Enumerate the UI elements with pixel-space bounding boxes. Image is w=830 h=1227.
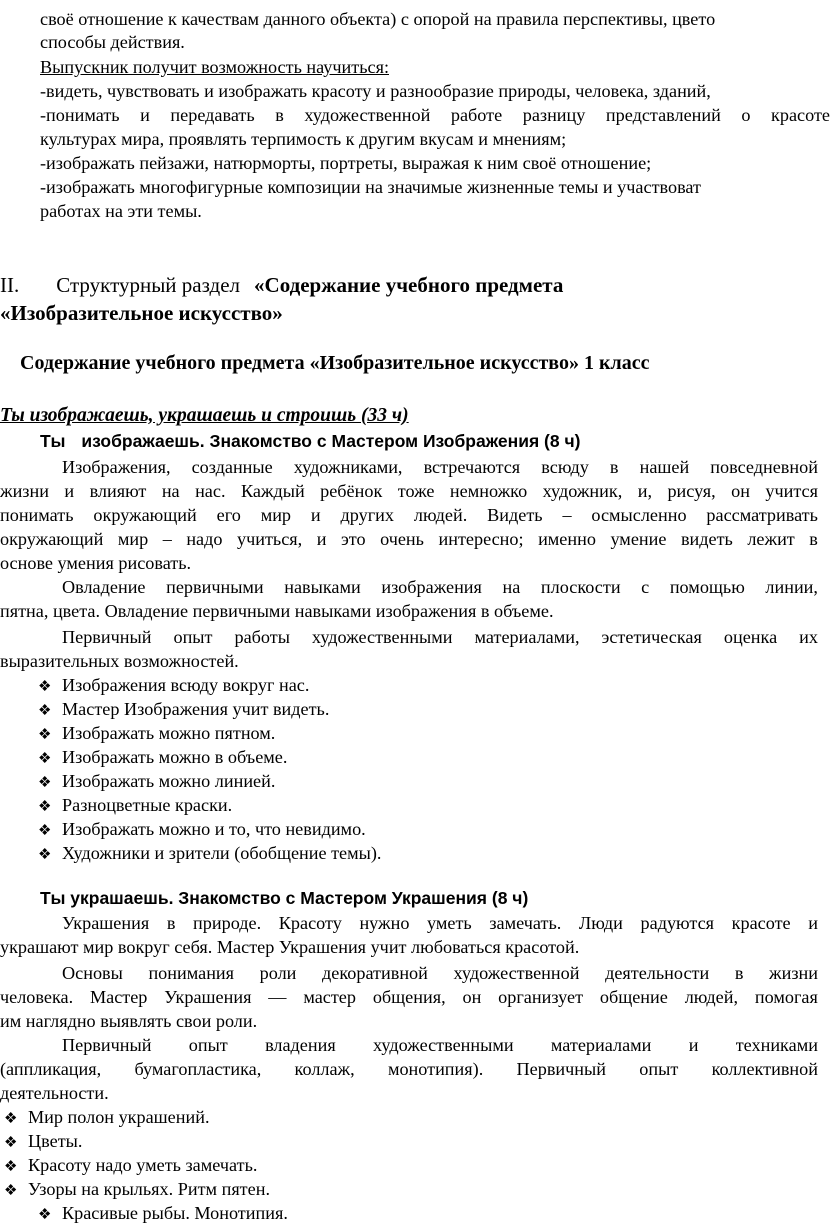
word: Украшения — [164, 987, 252, 1007]
word: бумагопластика, — [134, 1059, 262, 1079]
bullet-icon: ❖ — [4, 1111, 18, 1127]
paragraph-line: деятельности. — [0, 1083, 109, 1103]
word: жизни — [769, 963, 818, 983]
word: окружающий — [0, 529, 104, 549]
word: и — [310, 505, 321, 525]
bullet-icon: ❖ — [38, 751, 52, 767]
list-item — [38, 1202, 288, 1227]
word: и — [808, 913, 818, 933]
word: в — [734, 963, 744, 983]
word: художественной — [453, 963, 580, 983]
paragraph-line: выразительных возможностей. — [0, 651, 239, 671]
word: красоте — [731, 913, 791, 933]
bullet-icon: ❖ — [38, 679, 52, 695]
word: деятельности — [605, 963, 710, 983]
paragraph-line — [0, 1058, 818, 1081]
word: изображения — [381, 577, 482, 597]
word: и — [316, 529, 327, 549]
word: тоже — [397, 481, 435, 501]
subheading-learn: Выпускник получит возможность научиться: — [40, 57, 389, 77]
word: видеть — [680, 529, 733, 549]
word: техниками — [735, 1035, 818, 1055]
unit-title: Ты изображаешь, украшаешь и строишь (33 ч) — [0, 405, 409, 426]
list-item-text: Художники и зрители (обобщение темы). — [62, 843, 382, 863]
word: их — [799, 627, 818, 647]
word: оценка — [723, 627, 778, 647]
word: художниками, — [293, 457, 403, 477]
word: владения — [265, 1035, 336, 1055]
word: коллаж, — [294, 1059, 355, 1079]
word: первичными — [166, 577, 264, 597]
word: опыт — [188, 1035, 228, 1055]
word: окружающий — [93, 505, 197, 525]
word: всюду — [541, 457, 589, 477]
word: и — [688, 1035, 699, 1055]
word: радуются — [640, 913, 715, 933]
word: это — [340, 529, 366, 549]
list-item-text: Цветы. — [28, 1131, 83, 1151]
word: немножко — [449, 481, 528, 501]
list-item-text: Мир полон украшений. — [28, 1107, 210, 1127]
text-line: культурах мира, проявлять терпимость к другим вкусам и мнениям; — [40, 129, 567, 149]
list-item — [4, 1178, 270, 1203]
word: учится — [765, 481, 818, 501]
word: лежит — [747, 529, 795, 549]
list-item — [4, 1130, 82, 1155]
word: в — [809, 529, 818, 549]
list-item — [38, 770, 275, 795]
word: Украшения — [62, 913, 150, 933]
word: роли — [259, 963, 297, 983]
word: — — [268, 987, 287, 1007]
list-item-text: Мастер Изображения учит видеть. — [62, 699, 330, 719]
bullet-icon: ❖ — [4, 1159, 18, 1175]
word: на — [502, 577, 521, 597]
word: природе. — [193, 913, 262, 933]
word: нас. — [195, 481, 226, 501]
heading-word: Ты — [40, 431, 66, 451]
word: опыт — [173, 627, 213, 647]
word: о — [741, 105, 751, 125]
paragraph-line: украшают мир вокруг себя. Мастер Украшения учит любоваться красотой. — [0, 937, 580, 957]
list-item-text: Изображения всюду вокруг нас. — [62, 675, 310, 695]
text-line: способы действия. — [40, 32, 185, 52]
word: рассматривать — [706, 505, 818, 525]
word: помогая — [754, 987, 818, 1007]
section-number: II. — [0, 273, 20, 297]
text-line — [40, 104, 830, 127]
section-title-line2: «Изобразительное искусство» — [0, 301, 283, 325]
word: влияют — [89, 481, 147, 501]
word: художественными — [373, 1035, 514, 1055]
text-line: своё отношение к качествам данного объекта) с опорой на правила перспективы, цвето — [40, 9, 716, 29]
word: замечать. — [489, 913, 562, 933]
part1-heading — [40, 430, 580, 453]
list-item — [38, 698, 329, 723]
word: (аппликация, — [0, 1059, 102, 1079]
word: художественной — [304, 105, 431, 125]
bullet-icon: ❖ — [38, 1207, 52, 1223]
word: Видеть — [487, 505, 543, 525]
word: Мастер — [89, 987, 148, 1007]
word: людей, — [684, 987, 739, 1007]
word: помощью — [669, 577, 745, 597]
list-item-text: Красоту надо уметь замечать. — [28, 1155, 258, 1175]
list-item-text: Красивые рыбы. Монотипия. — [62, 1203, 288, 1223]
word: и, — [637, 481, 653, 501]
word: созданные — [191, 457, 273, 477]
word: его — [216, 505, 241, 525]
word: человека. — [0, 987, 74, 1007]
bullet-icon: ❖ — [4, 1183, 18, 1199]
paragraph-line — [62, 456, 818, 479]
word: нужно — [359, 913, 410, 933]
word: работы — [234, 627, 290, 647]
word: передавать — [170, 105, 255, 125]
word: общение — [599, 987, 668, 1007]
word: коллективной — [711, 1059, 818, 1079]
word: жизни — [0, 481, 49, 501]
word: он — [731, 481, 750, 501]
word: учиться, — [237, 529, 303, 549]
word: художник, — [542, 481, 623, 501]
word: ребёнок — [320, 481, 383, 501]
word: -понимать — [40, 105, 120, 125]
word: и — [140, 105, 150, 125]
word: материалами — [550, 1035, 652, 1055]
word: умение — [610, 529, 667, 549]
paragraph-line — [62, 1034, 818, 1057]
word: Первичный — [62, 1035, 152, 1055]
word: мастер — [303, 987, 356, 1007]
section-heading — [0, 274, 563, 297]
word: эстетическая — [601, 627, 702, 647]
bullet-icon: ❖ — [38, 847, 52, 863]
paragraph-line — [62, 576, 818, 599]
word: понимания — [148, 963, 235, 983]
word: осмысленно — [591, 505, 687, 525]
word: других — [340, 505, 395, 525]
word: декоративной — [322, 963, 428, 983]
word: мир — [117, 529, 149, 549]
list-item-text: Изображать можно в объеме. — [62, 747, 288, 767]
section-label: Структурный раздел — [56, 273, 241, 297]
word: монотипия). — [387, 1059, 484, 1079]
paragraph-line: пятна, цвета. Овладение первичными навыками изображения в объеме. — [0, 601, 554, 621]
bullet-icon: ❖ — [38, 703, 52, 719]
word: понимать — [0, 505, 74, 525]
word: Красоту — [278, 913, 342, 933]
word: он — [462, 987, 482, 1007]
list-item — [4, 1106, 210, 1131]
word: общения, — [372, 987, 446, 1007]
word: надо — [186, 529, 223, 549]
word: Люди — [578, 913, 623, 933]
paragraph-line: основе умения рисовать. — [0, 553, 192, 573]
word: материалами, — [474, 627, 580, 647]
word: Основы — [62, 963, 123, 983]
list-item — [38, 722, 275, 747]
word: плоскости — [540, 577, 621, 597]
text-line: работах на эти темы. — [40, 201, 202, 221]
paragraph-line — [62, 626, 818, 649]
bullet-icon: ❖ — [4, 1135, 18, 1151]
paragraph-line — [0, 504, 818, 527]
word: нашей — [639, 457, 690, 477]
paragraph-line — [62, 912, 818, 935]
word: на — [161, 481, 180, 501]
list-item — [38, 842, 381, 867]
text-line: -изображать многофигурные композиции на значимые жизненные темы и участвоват — [40, 177, 701, 197]
bullet-icon: ❖ — [38, 727, 52, 743]
subject-title: Содержание учебного предмета «Изобразительное искусство» 1 класс — [20, 352, 650, 374]
paragraph-line — [62, 962, 818, 985]
word: художественными — [311, 627, 453, 647]
word: – — [162, 529, 172, 549]
list-item — [38, 818, 366, 843]
list-item — [4, 1154, 257, 1179]
paragraph-line — [0, 986, 818, 1009]
list-item-text: Изображать можно линией. — [62, 771, 276, 791]
bullet-icon: ❖ — [38, 799, 52, 815]
bullet-icon: ❖ — [38, 775, 52, 791]
word: в — [275, 105, 284, 125]
word: в — [166, 913, 176, 933]
list-item-text: Узоры на крыльях. Ритм пятен. — [28, 1179, 270, 1199]
bullet-icon: ❖ — [38, 823, 52, 839]
word: людей. — [413, 505, 468, 525]
word: навыками — [284, 577, 361, 597]
word: мир — [260, 505, 292, 525]
heading-rest: изображаешь. Знакомство с Мастером Изображения (8 ч) — [81, 431, 581, 451]
word: интересно; — [438, 529, 524, 549]
word: с — [641, 577, 650, 597]
list-item — [38, 794, 232, 819]
word: – — [562, 505, 572, 525]
word: опыт — [639, 1059, 679, 1079]
word: работе — [450, 105, 503, 125]
list-item-text: Разноцветные краски. — [62, 795, 233, 815]
word: в — [609, 457, 619, 477]
word: Изображения, — [62, 457, 171, 477]
list-item-text: Изображать можно и то, что невидимо. — [62, 819, 366, 839]
part2-heading: Ты украшаешь. Знакомство с Мастером Украшения (8 ч) — [40, 888, 529, 908]
paragraph-line — [0, 480, 818, 503]
word: Первичный — [516, 1059, 606, 1079]
list-item — [38, 674, 309, 699]
word: повседневной — [710, 457, 818, 477]
word: очень — [380, 529, 424, 549]
word: Каждый — [240, 481, 305, 501]
word: рисуя, — [667, 481, 716, 501]
section-title: «Содержание учебного предмета — [254, 273, 564, 297]
word: красоте — [771, 105, 830, 125]
text-line: -видеть, чувствовать и изображать красоту и разнообразие природы, человека, зданий, — [40, 81, 711, 101]
paragraph-line — [0, 528, 818, 551]
word: организует — [498, 987, 584, 1007]
word: разницу — [522, 105, 586, 125]
list-item-text: Изображать можно пятном. — [62, 723, 276, 743]
paragraph-line: им наглядно выявлять свои роли. — [0, 1011, 258, 1031]
word: линии, — [765, 577, 818, 597]
word: Первичный — [62, 627, 152, 647]
list-item — [38, 746, 287, 771]
word: встречаются — [423, 457, 521, 477]
word: представлений — [605, 105, 721, 125]
word: и — [64, 481, 75, 501]
word: уметь — [427, 913, 472, 933]
text-line: -изображать пейзажи, натюрморты, портреты, выражая к ним своё отношение; — [40, 153, 652, 173]
word: именно — [538, 529, 596, 549]
word: Овладение — [62, 577, 146, 597]
